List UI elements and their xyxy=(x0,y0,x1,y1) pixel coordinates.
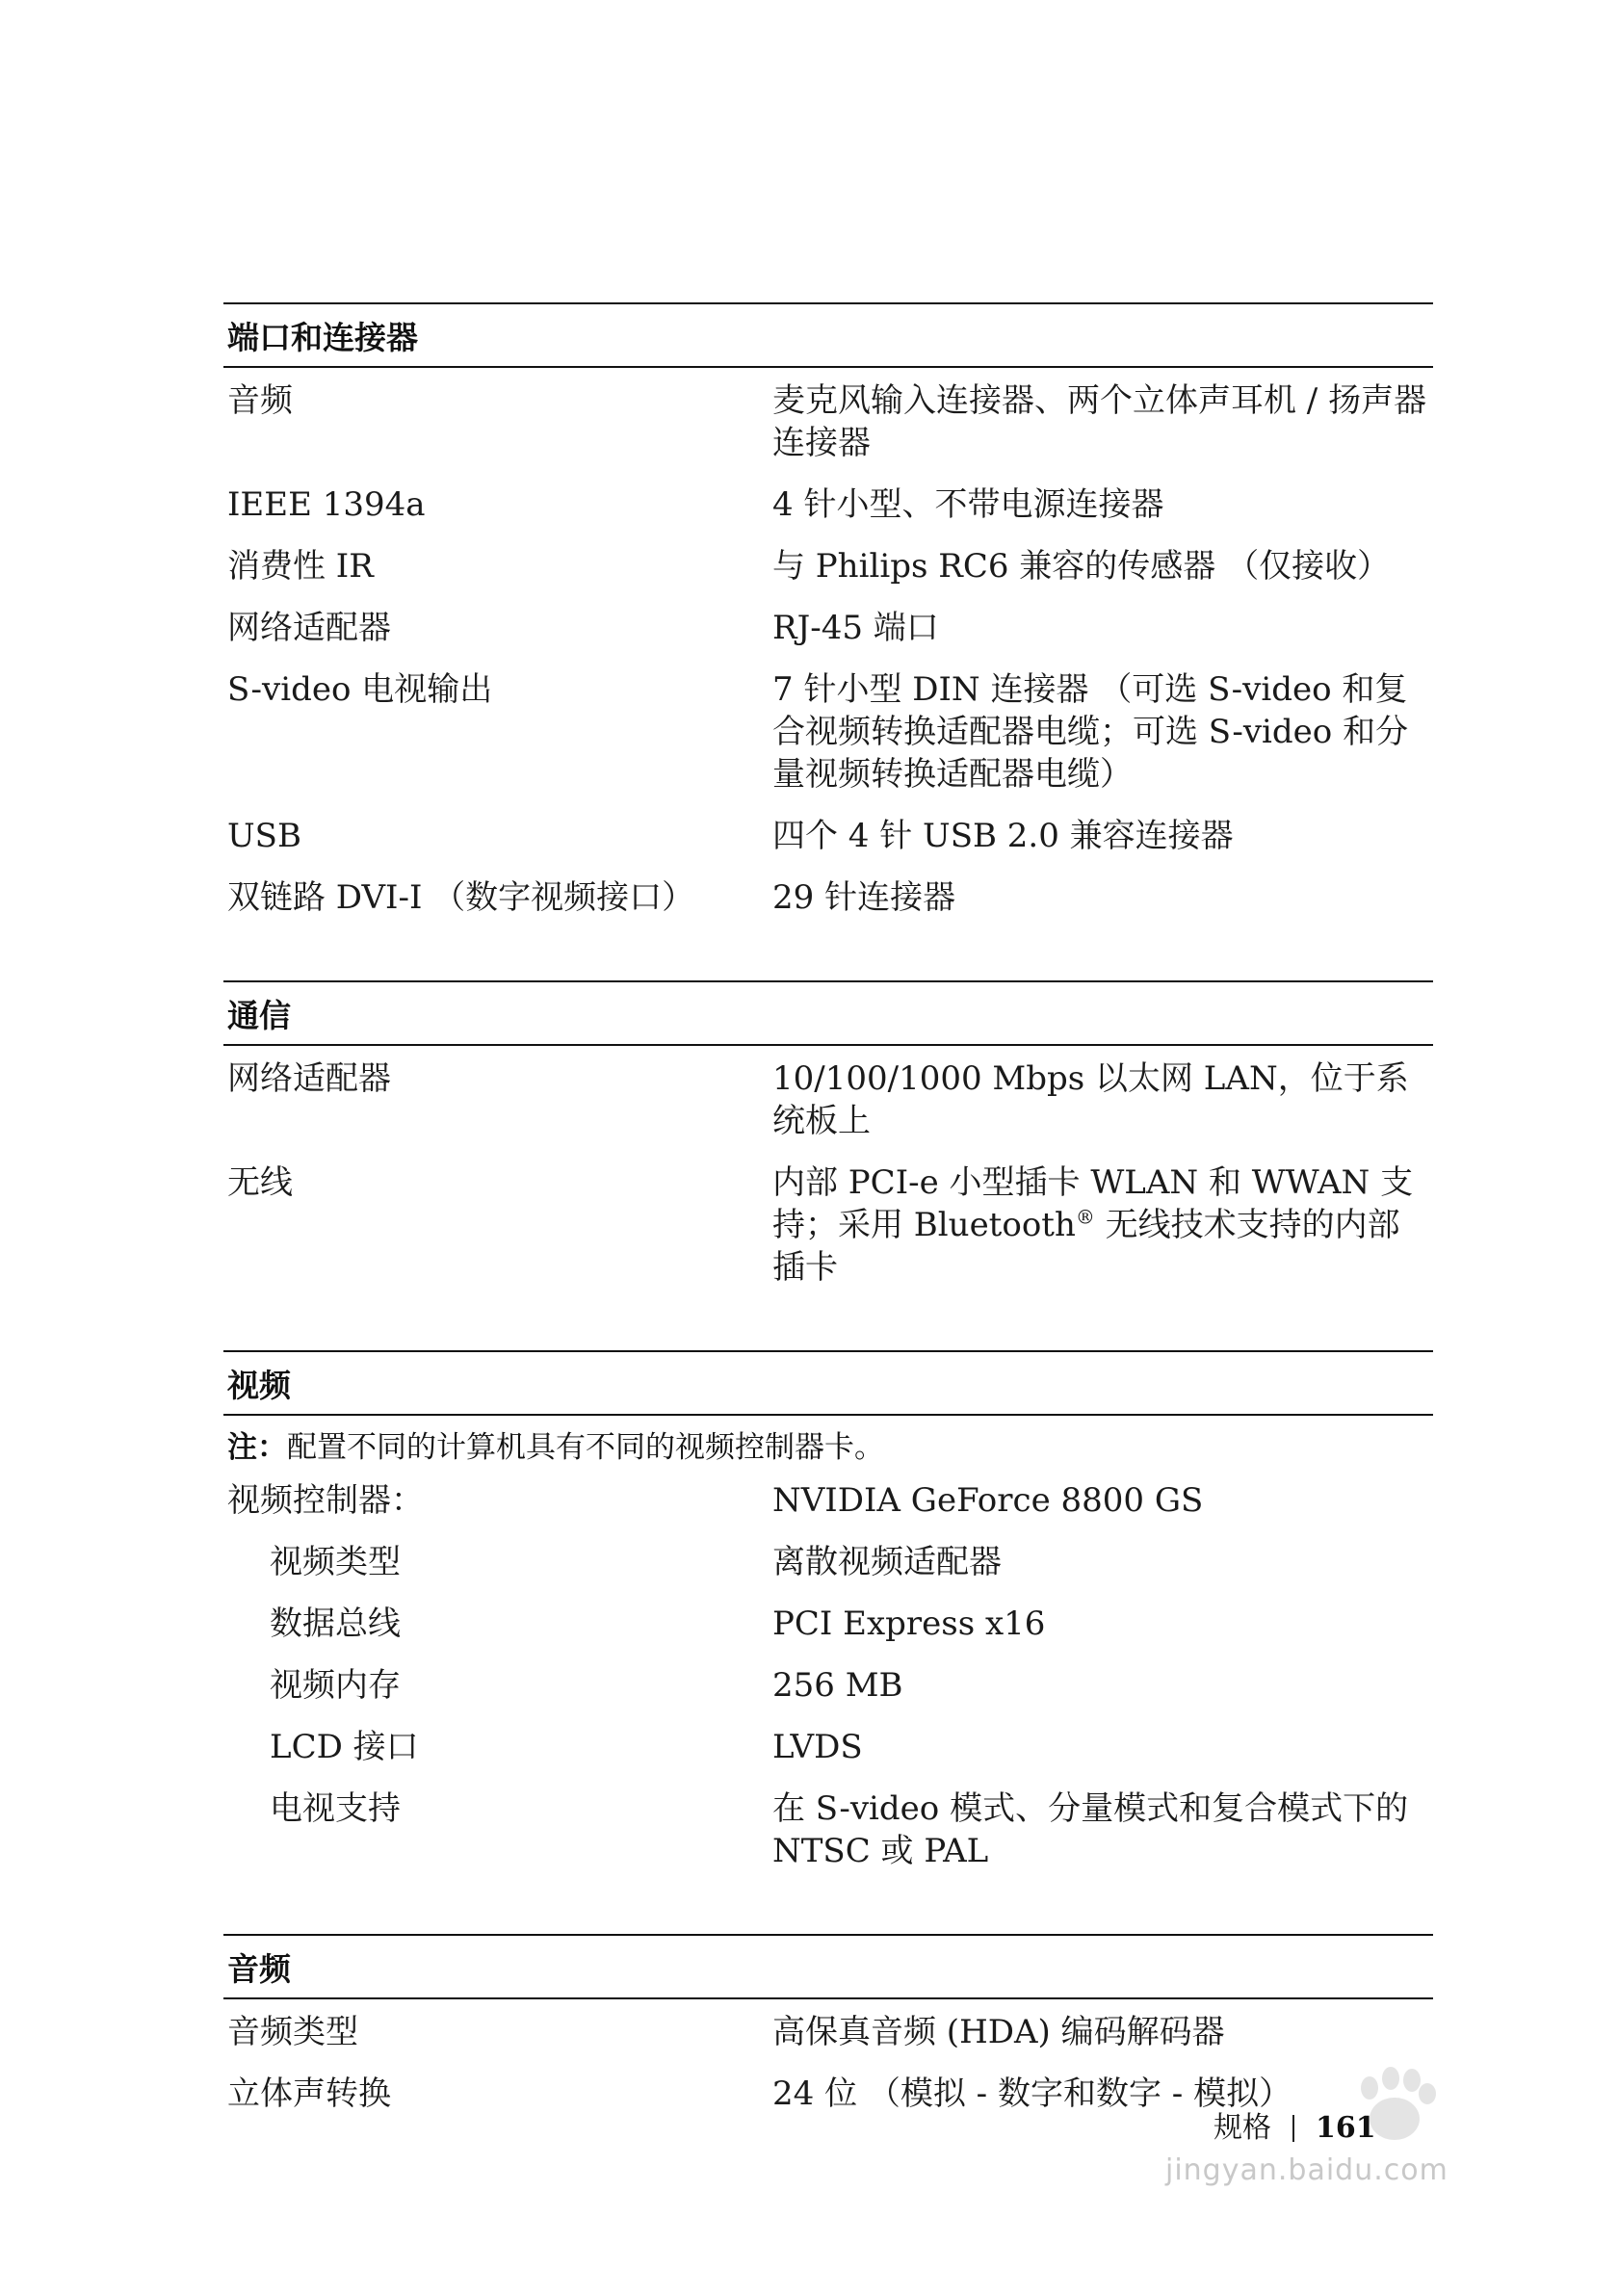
spec-label: 无线 xyxy=(227,1163,293,1202)
section-heading: 音频 xyxy=(223,1936,1433,1999)
spec-row xyxy=(223,1161,1433,1289)
section-heading: 视频 xyxy=(223,1352,1433,1416)
spec-rows xyxy=(223,1468,1433,1897)
spec-value: 离散视频适配器 xyxy=(772,1543,1002,1581)
spec-label: 双链路 DVI-I （数字视频接口） xyxy=(227,878,695,917)
spec-label: S-video 电视输出 xyxy=(227,670,493,709)
spec-value: LVDS xyxy=(772,1728,863,1766)
spec-value: 与 Philips RC6 兼容的传感器 （仅接收） xyxy=(772,547,1391,586)
spec-value: 麦克风输入连接器、两个立体声耳机 / 扬声器连接器 xyxy=(772,381,1427,462)
spec-value: 24 位 （模拟 - 数字和数字 - 模拟） xyxy=(772,2074,1292,2113)
spec-value: 高保真音频 (HDA) 编码解码器 xyxy=(772,2013,1225,2051)
spec-label: 音频类型 xyxy=(227,2013,358,2051)
spec-row xyxy=(223,1787,1433,1872)
spec-label: 消费性 IR xyxy=(227,547,374,586)
spec-row xyxy=(223,2011,1433,2053)
spec-row xyxy=(223,1541,1433,1583)
spec-label: 音频 xyxy=(227,381,293,420)
page-number: 161 xyxy=(1316,2111,1376,2145)
footer-divider xyxy=(1292,2115,1294,2142)
section-ports-connectors xyxy=(223,302,1433,944)
spec-label: LCD 接口 xyxy=(270,1728,419,1766)
spec-value: RJ-45 端口 xyxy=(772,609,939,647)
spec-label: 数据总线 xyxy=(270,1605,401,1643)
watermark-url: jingyan.baidu.com xyxy=(1165,2153,1448,2187)
spec-label: 网络适配器 xyxy=(227,609,391,647)
spec-label: USB xyxy=(227,817,301,855)
section-communications xyxy=(223,980,1433,1314)
page-footer xyxy=(1214,2109,1376,2148)
spec-value: 256 MB xyxy=(772,1666,903,1705)
spec-row xyxy=(223,1603,1433,1645)
spec-label: 网络适配器 xyxy=(227,1059,391,1098)
spec-value: 7 针小型 DIN 连接器 （可选 S-video 和复合视频转换适配器电缆；可选 S-video 和分量视频转换适配器电缆） xyxy=(772,670,1409,794)
spec-value xyxy=(772,1161,1433,1289)
spec-value: 10/100/1000 Mbps 以太网 LAN，位于系统板上 xyxy=(772,1059,1409,1140)
spec-label: 电视支持 xyxy=(270,1789,401,1828)
spec-row xyxy=(223,876,1433,919)
spec-value: 在 S-video 模式、分量模式和复合模式下的 NTSC 或 PAL xyxy=(772,1789,1409,1870)
spec-label: 立体声转换 xyxy=(227,2074,391,2113)
note-label: 注： xyxy=(227,1430,287,1465)
spec-label: IEEE 1394a xyxy=(227,485,426,524)
spec-rows xyxy=(223,368,1433,944)
spec-row xyxy=(223,379,1433,464)
spec-label: 视频类型 xyxy=(270,1543,401,1581)
spec-row xyxy=(223,1664,1433,1707)
spec-value-text: 内部 PCI-e 小型插卡 WLAN 和 WWAN 支持；采用 Bluetooth xyxy=(772,1163,1414,1244)
spec-row xyxy=(223,1726,1433,1768)
spec-rows xyxy=(223,1046,1433,1314)
footer-section-name: 规格 xyxy=(1214,2111,1271,2145)
spec-row xyxy=(223,668,1433,796)
spec-label: 视频内存 xyxy=(270,1666,401,1705)
spec-row xyxy=(223,815,1433,857)
spec-row xyxy=(223,545,1433,587)
spec-page xyxy=(223,302,1433,2140)
section-heading: 通信 xyxy=(223,982,1433,1046)
spec-label: 视频控制器： xyxy=(227,1481,424,1520)
spec-row xyxy=(223,1057,1433,1142)
spec-value: 29 针连接器 xyxy=(772,878,956,917)
spec-row xyxy=(223,483,1433,526)
spec-value: 四个 4 针 USB 2.0 兼容连接器 xyxy=(772,817,1234,855)
note-text: 配置不同的计算机具有不同的视频控制器卡。 xyxy=(287,1430,884,1465)
registered-mark: ® xyxy=(1075,1205,1095,1229)
spec-value: PCI Express x16 xyxy=(772,1605,1046,1643)
note xyxy=(223,1416,1433,1468)
section-heading: 端口和连接器 xyxy=(223,304,1433,368)
spec-row xyxy=(223,1479,1433,1522)
spec-value: NVIDIA GeForce 8800 GS xyxy=(772,1481,1204,1520)
section-video xyxy=(223,1350,1433,1897)
spec-value-text: 无线技术支持的内部插卡 xyxy=(772,1206,1400,1287)
spec-row xyxy=(223,607,1433,649)
spec-value: 4 针小型、不带电源连接器 xyxy=(772,485,1164,524)
